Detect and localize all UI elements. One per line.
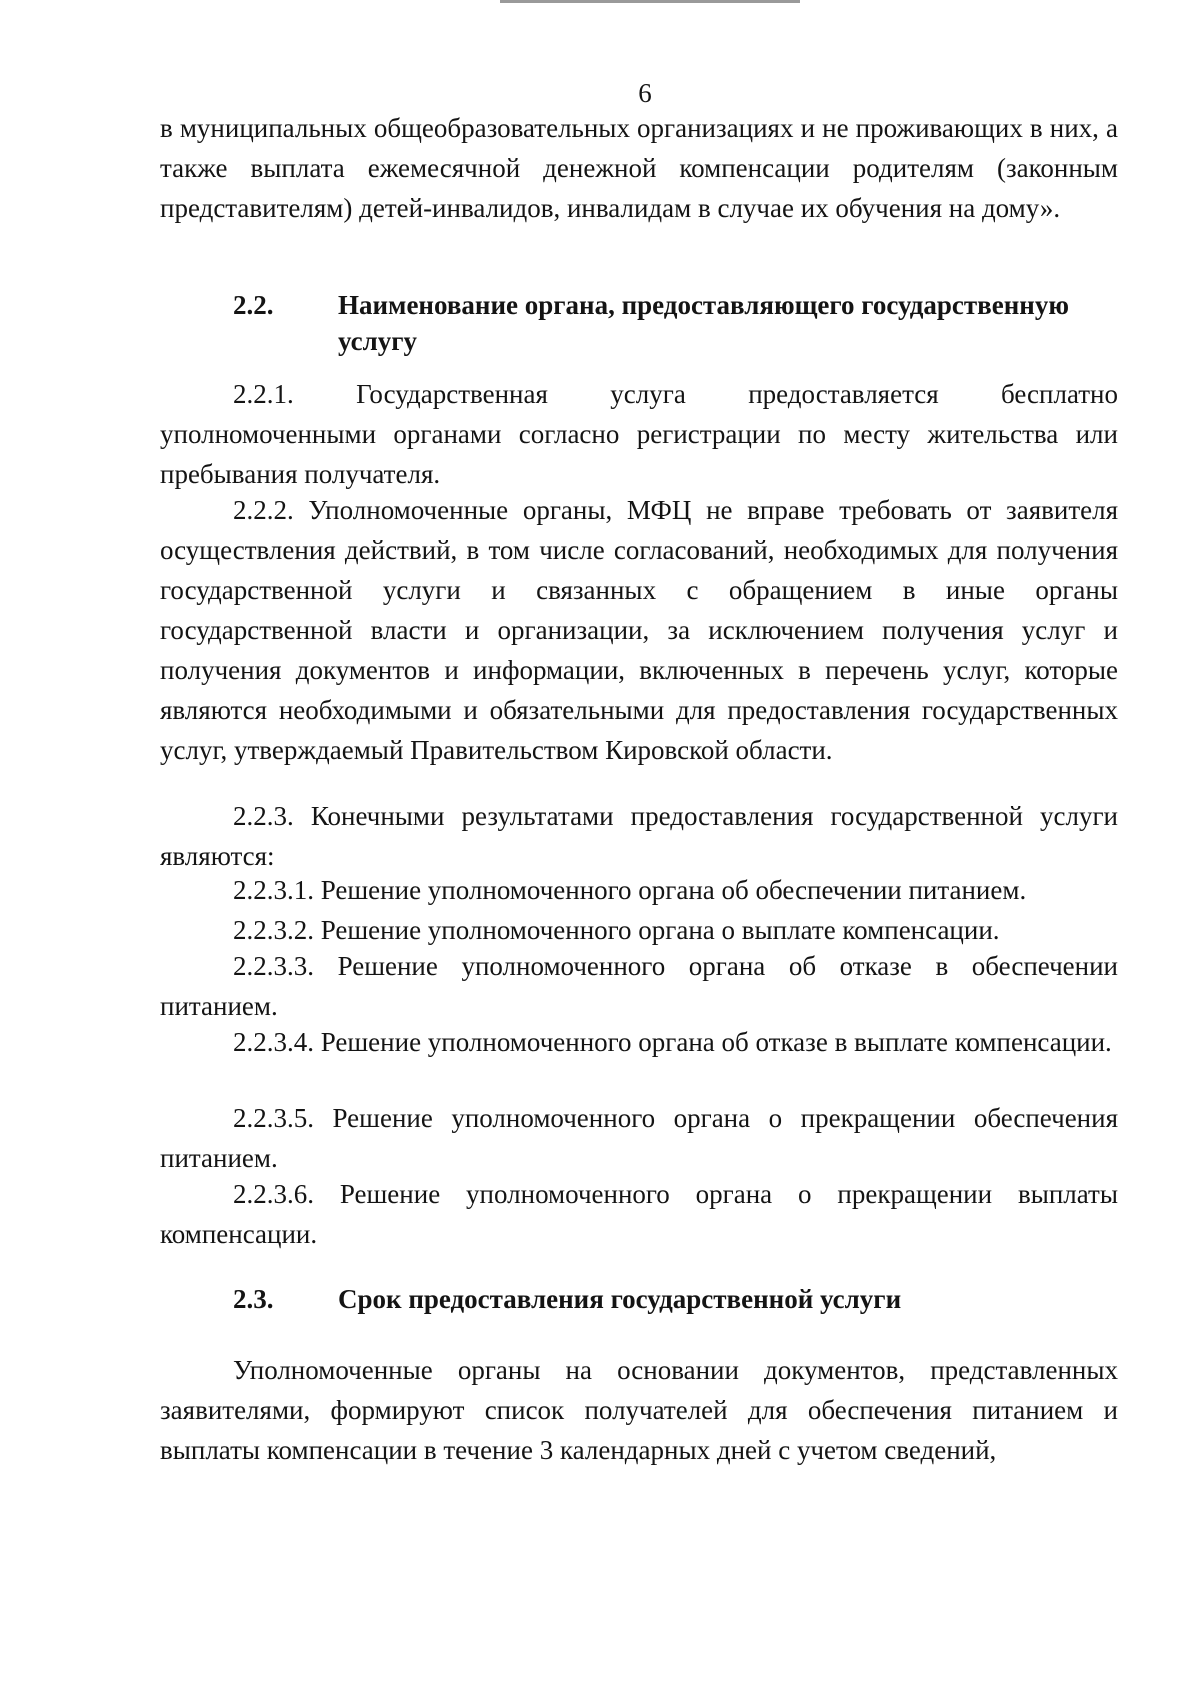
result-item: 2.2.3.4. Решение уполномоченного органа об отказе в выплате компенсации. bbox=[233, 1027, 1112, 1057]
page-number: 6 bbox=[638, 78, 652, 108]
paragraph-2-3: Уполномоченные органы на основании документов, представленных заявителями, формируют список получателей для обеспечения питанием и выплаты компенсации в течение 3 календарных дней с учетом сведений, bbox=[160, 1355, 1118, 1465]
result-item: 2.2.3.3. Решение уполномоченного органа об отказе в обеспечении питанием. bbox=[160, 951, 1118, 1021]
paragraph-2-2-2: 2.2.2. Уполномоченные органы, МФЦ не вправе требовать от заявителя осуществления действий, в том числе согласований, необходимых для получения государственной услуги и связанных с обращением в иные органы государственной власти и организации, за исключением получения услуг и получения документов и информации, включенных в перечень услуг, которые являются необходимыми и обязательными для предоставления государственных услуг, утверждаемый Правительством Кировской области. bbox=[160, 495, 1118, 765]
result-item: 2.2.3.5. Решение уполномоченного органа о прекращении обеспечения питанием. bbox=[160, 1103, 1118, 1173]
paragraph-2-2-1: 2.2.1. Государственная услуга предоставляется бесплатно уполномоченными органами согласно регистрации по месту жительства или пребывания получателя. bbox=[160, 379, 1118, 489]
scan-edge-mark bbox=[500, 0, 800, 3]
result-item: 2.2.3.1. Решение уполномоченного органа об обеспечении питанием. bbox=[233, 875, 1027, 905]
section-2-3-title: Срок предоставления государственной услуги bbox=[338, 1284, 902, 1314]
continuation-paragraph: в муниципальных общеобразовательных организациях и не проживающих в них, а также выплата ежемесячной денежной компенсации родителям (законным представителям) детей-инвалидов, инвалидам в случае их обучения на дому». bbox=[160, 113, 1118, 223]
result-item: 2.2.3.6. Решение уполномоченного органа о прекращении выплаты компенсации. bbox=[160, 1179, 1118, 1249]
paragraph-2-2-3: 2.2.3. Конечными результатами предоставления государственной услуги являются: bbox=[160, 801, 1118, 871]
section-2-3-heading bbox=[160, 1281, 1118, 1317]
section-2-2-title: Наименование органа, предоставляющего государственную услугу bbox=[338, 290, 1069, 356]
section-2-3-number: 2.3. bbox=[233, 1284, 274, 1314]
section-2-2-heading bbox=[160, 287, 1118, 359]
section-2-2-number: 2.2. bbox=[233, 290, 274, 320]
result-item: 2.2.3.2. Решение уполномоченного органа о выплате компенсации. bbox=[233, 915, 1000, 945]
